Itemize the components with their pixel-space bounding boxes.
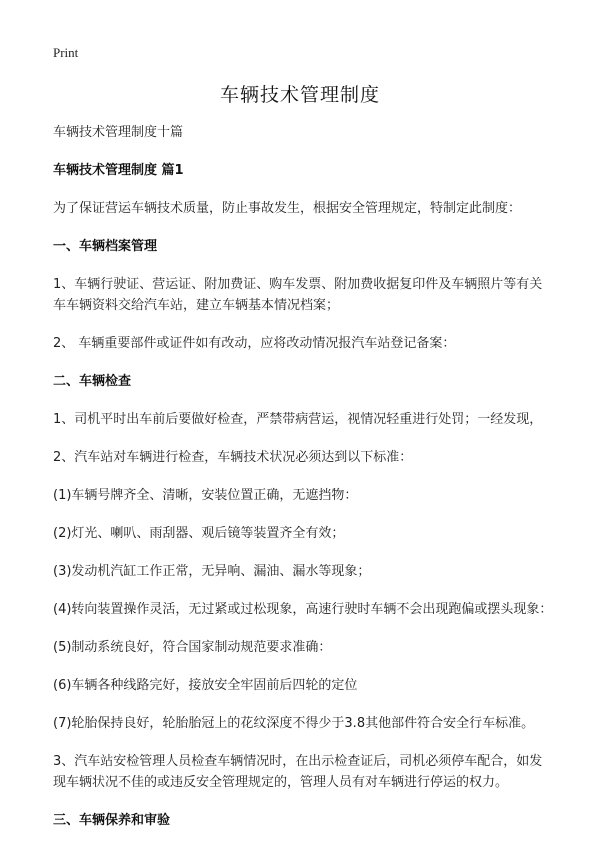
list-item: (7)轮胎保持良好，轮胎胎冠上的花纹深度不得少于3.8其他部件符合安全行车标准。 xyxy=(53,716,535,731)
section-heading: 一、车辆档案管理 xyxy=(53,239,158,254)
paragraph: 2、汽车站对车辆进行检查，车辆技术状况必须达到以下标准： xyxy=(53,450,413,465)
chapter-heading: 车辆技术管理制度 篇1 xyxy=(53,163,184,178)
paragraph: 2、 车辆重要部件或证件如有改动，应将改动情况报汽车站登记备案： xyxy=(53,336,456,351)
list-item: (2)灯光、喇叭、雨刮器、观后镜等装置齐全有效； xyxy=(53,526,345,541)
paragraph: 1、车辆行驶证、营运证、附加费证、购车发票、附加费收据复印件及车辆照片等有关车车辆资料交给汽车站，建立车辆基本情况档案； xyxy=(53,277,543,313)
document-subtitle: 车辆技术管理制度十篇 xyxy=(53,125,184,140)
print-label: Print xyxy=(53,45,79,60)
list-item: (3)发动机汽缸工作正常，无异响、漏油、漏水等现象； xyxy=(53,564,371,579)
list-item: (1)车辆号牌齐全、清晰，安装位置正确，无遮挡物： xyxy=(53,488,358,503)
section-heading: 三、车辆保养和审验 xyxy=(53,813,171,828)
paragraph: 1、司机平时出车前后要做好检查，严禁带病营运，视情况轻重进行处罚；一经发现， xyxy=(53,412,543,427)
document-body xyxy=(53,122,553,848)
intro-paragraph: 为了保证营运车辆技术质量，防止事故发生，根据安全管理规定，特制定此制度： xyxy=(53,201,522,216)
section-heading: 二、车辆检查 xyxy=(53,374,132,389)
document-title: 车辆技术管理制度 xyxy=(219,84,380,106)
paragraph: 3、汽车站安检管理人员检查车辆情况时，在出示检查证后，司机必须停车配合，如发现车辆状况不佳的或违反安全管理规定的，管理人员有对车辆进行停运的权力。 xyxy=(53,754,543,790)
list-item: (6)车辆各种线路完好，接放安全牢固前后四轮的定位 xyxy=(53,678,358,693)
list-item: (4)转向装置操作灵活，无过紧或过松现象，高速行驶时车辆不会出现跑偏或摆头现象： xyxy=(53,602,553,617)
list-item: (5)制动系统良好，符合国家制动规范要求准确： xyxy=(53,640,332,655)
